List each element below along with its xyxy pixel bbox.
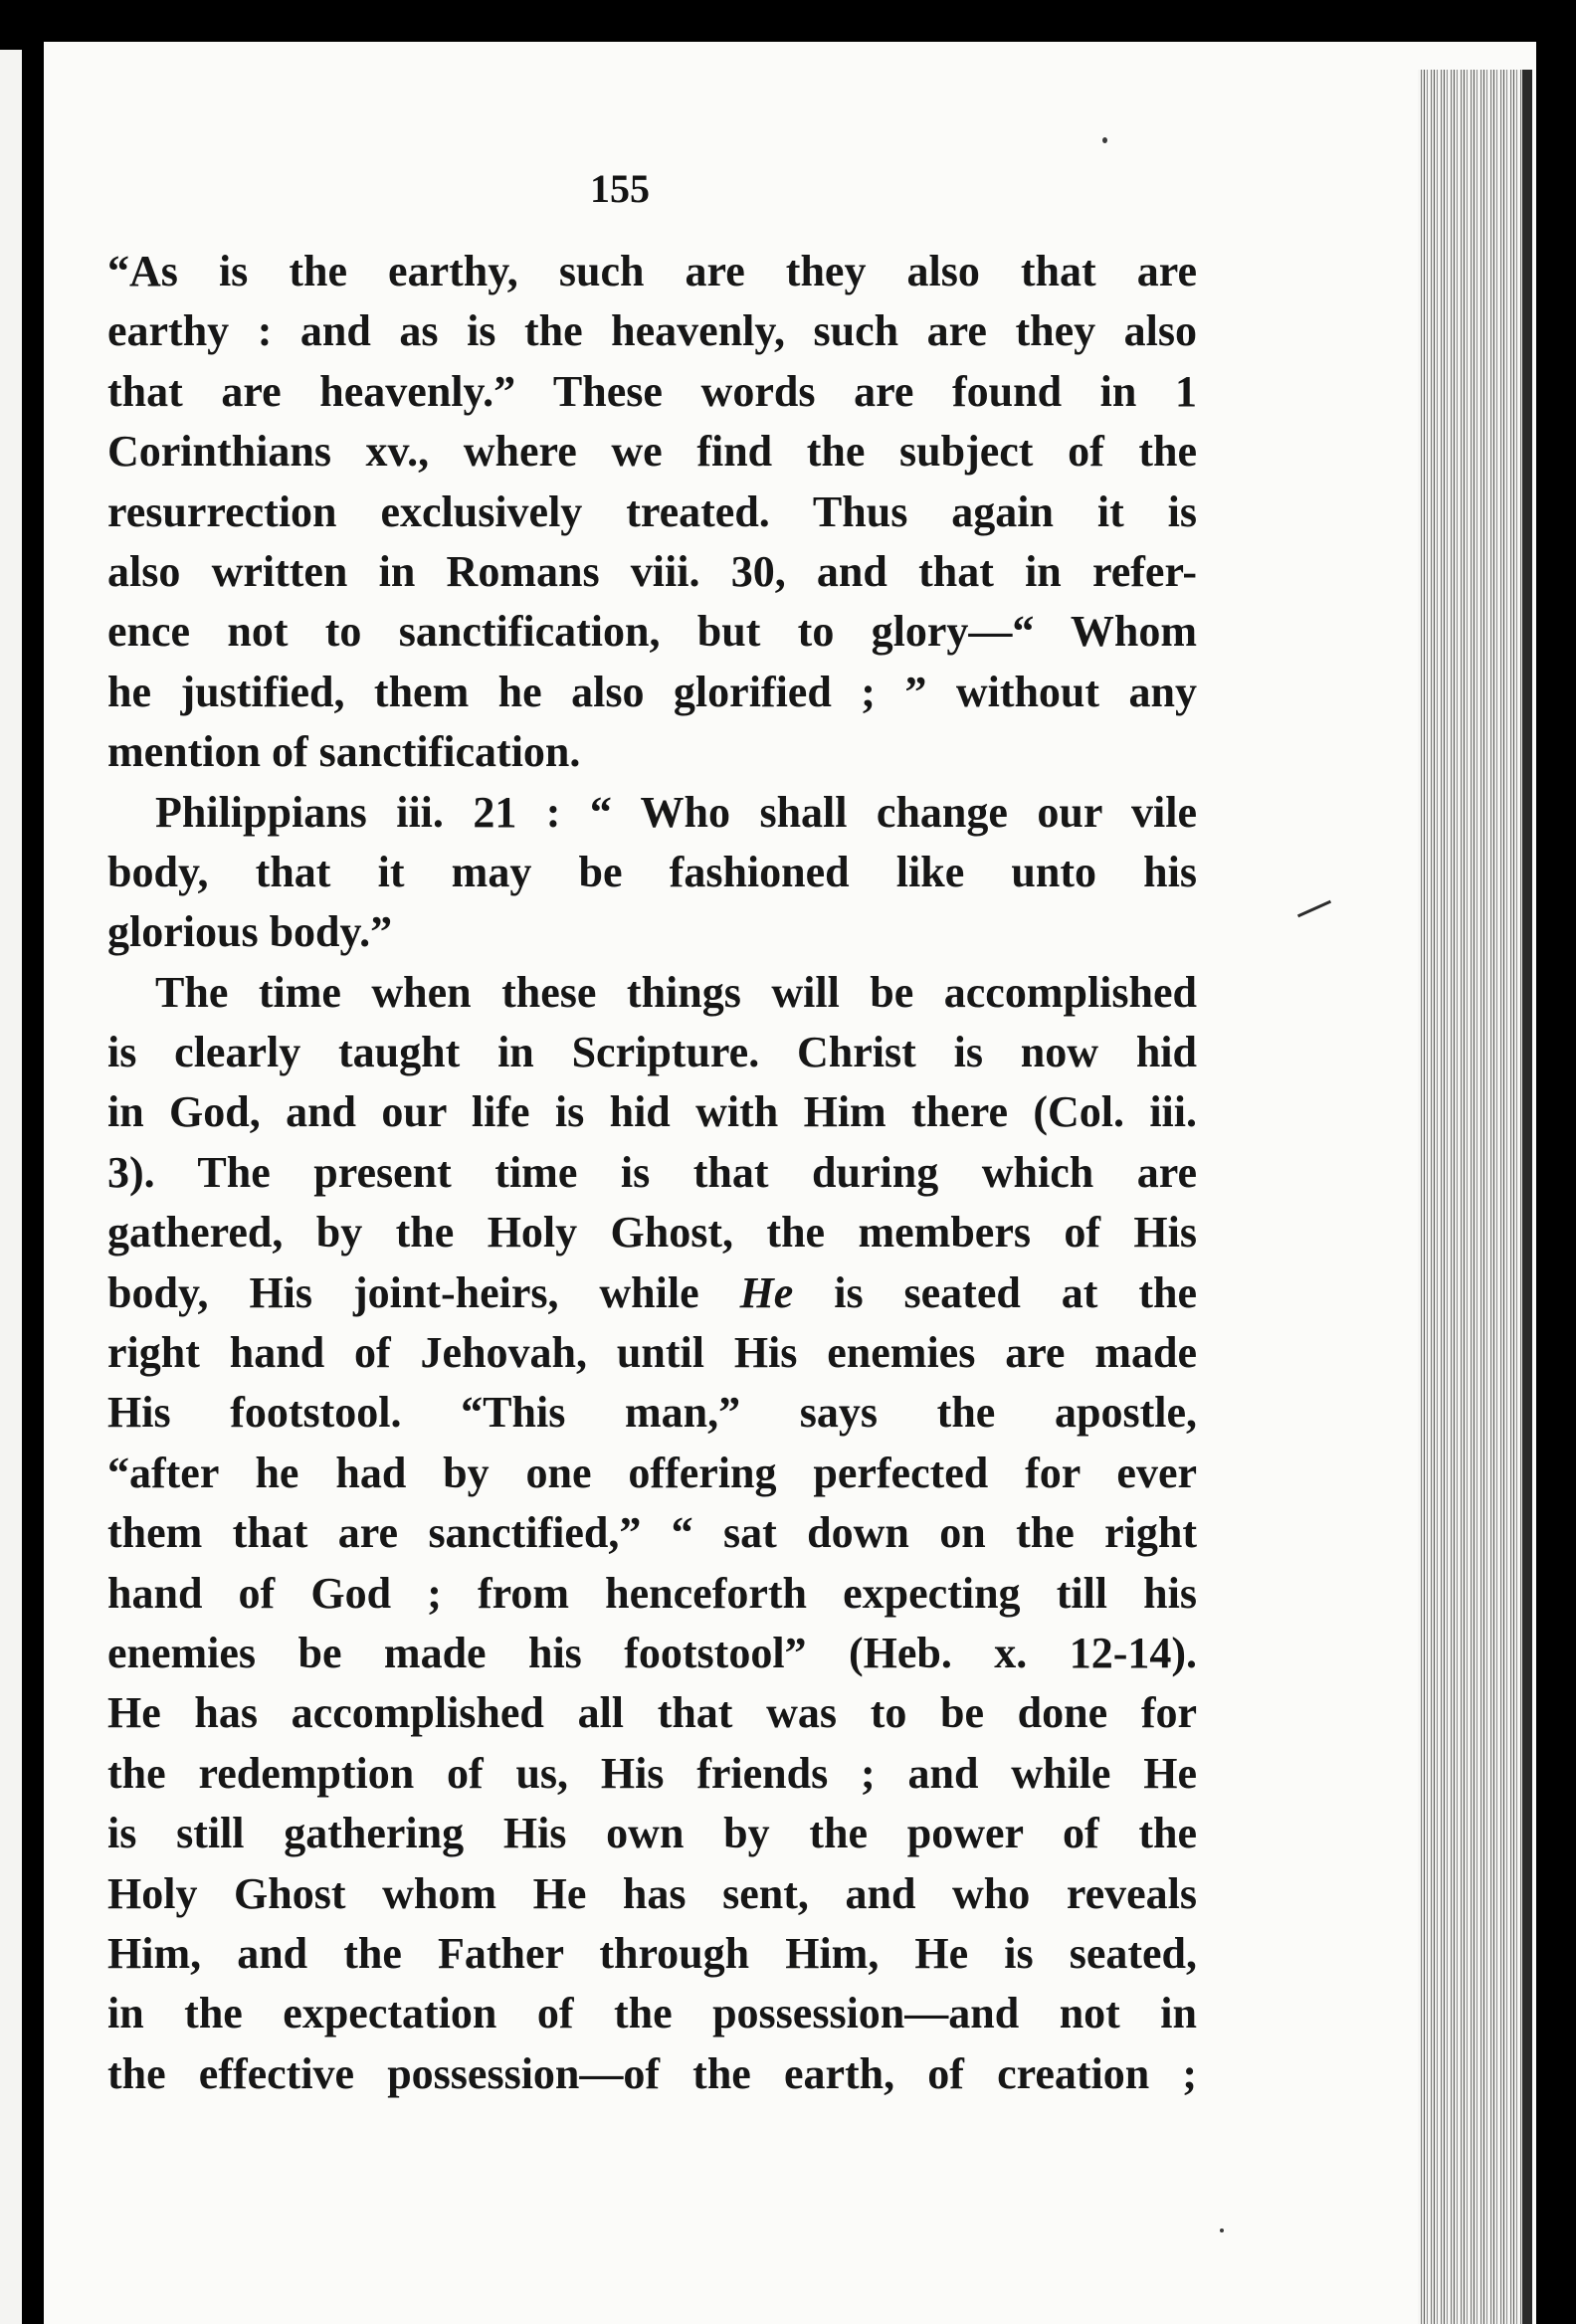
text-line: He has accomplished all that was to be done for [107, 1688, 1197, 1738]
text-line: His footstool. “This man,” says the apostle, [107, 1388, 1197, 1438]
paragraph-first-line: The time when these things will be accomplished [155, 967, 1197, 1017]
facing-page-edge [0, 50, 22, 2324]
ink-speck [1102, 137, 1107, 143]
ink-speck [1220, 2228, 1224, 2232]
text-line: ence not to sanctification, but to glory—“ Whom [107, 607, 1197, 657]
text-line: in God, and our life is hid with Him there (Col. iii. [107, 1087, 1197, 1137]
text-line: glorious body.” [107, 907, 393, 957]
text-line: Corinthians xv., where we find the subject of the [107, 427, 1197, 477]
text-line: “As is the earthy, such are they also that are [107, 247, 1197, 295]
text-line-with-italic [107, 1263, 1197, 1323]
text-line: the effective possession—of the earth, of creation ; [107, 2048, 1197, 2098]
text-line: Him, and the Father through Him, He is seated, [107, 1928, 1197, 1978]
text-line: mention of sanctification. [107, 727, 581, 777]
page-block-edges [1418, 70, 1532, 2324]
text-line: is clearly taught in Scripture. Christ is now hid [107, 1028, 1197, 1077]
text-line: in the expectation of the possession—and not in [107, 1989, 1197, 2038]
body-text [107, 242, 1197, 2104]
text-line: them that are sanctified,” “ sat down on the right [107, 1508, 1197, 1558]
text-line: 3). The present time is that during which are [107, 1147, 1197, 1197]
italic-word: He [739, 1267, 794, 1317]
text-line: “after he had by one offering perfected for ever [107, 1448, 1197, 1497]
page-number: 155 [590, 166, 650, 211]
text-line: enemies be made his footstool” (Heb. x. 12-14). [107, 1628, 1197, 1677]
text-line: Holy Ghost whom He has sent, and who reveals [107, 1868, 1197, 1918]
text-segment: body, His joint-heirs, while [107, 1267, 740, 1317]
text-segment: is seated at the [793, 1267, 1197, 1317]
text-line: right hand of Jehovah, until His enemies are made [107, 1328, 1197, 1378]
text-line: resurrection exclusively treated. Thus again it is [107, 486, 1197, 536]
text-line: hand of God ; from henceforth expecting till his [107, 1568, 1197, 1618]
text-line: also written in Romans viii. 30, and that in refer- [107, 546, 1197, 596]
paragraph-first-line: Philippians iii. 21 : “ Who shall change our vile [155, 787, 1197, 837]
text-line: that are heavenly.” These words are found in 1 [107, 366, 1197, 416]
text-line: body, that it may be fashioned like unto his [107, 847, 1197, 896]
text-line: the redemption of us, His friends ; and while He [107, 1748, 1197, 1798]
text-line: is still gathering His own by the power of the [107, 1809, 1197, 1858]
text-line: gathered, by the Holy Ghost, the members of His [107, 1208, 1197, 1258]
text-line: earthy : and as is the heavenly, such are they also [107, 306, 1197, 356]
text-line: he justified, them he also glorified ; ” without any [107, 667, 1197, 716]
